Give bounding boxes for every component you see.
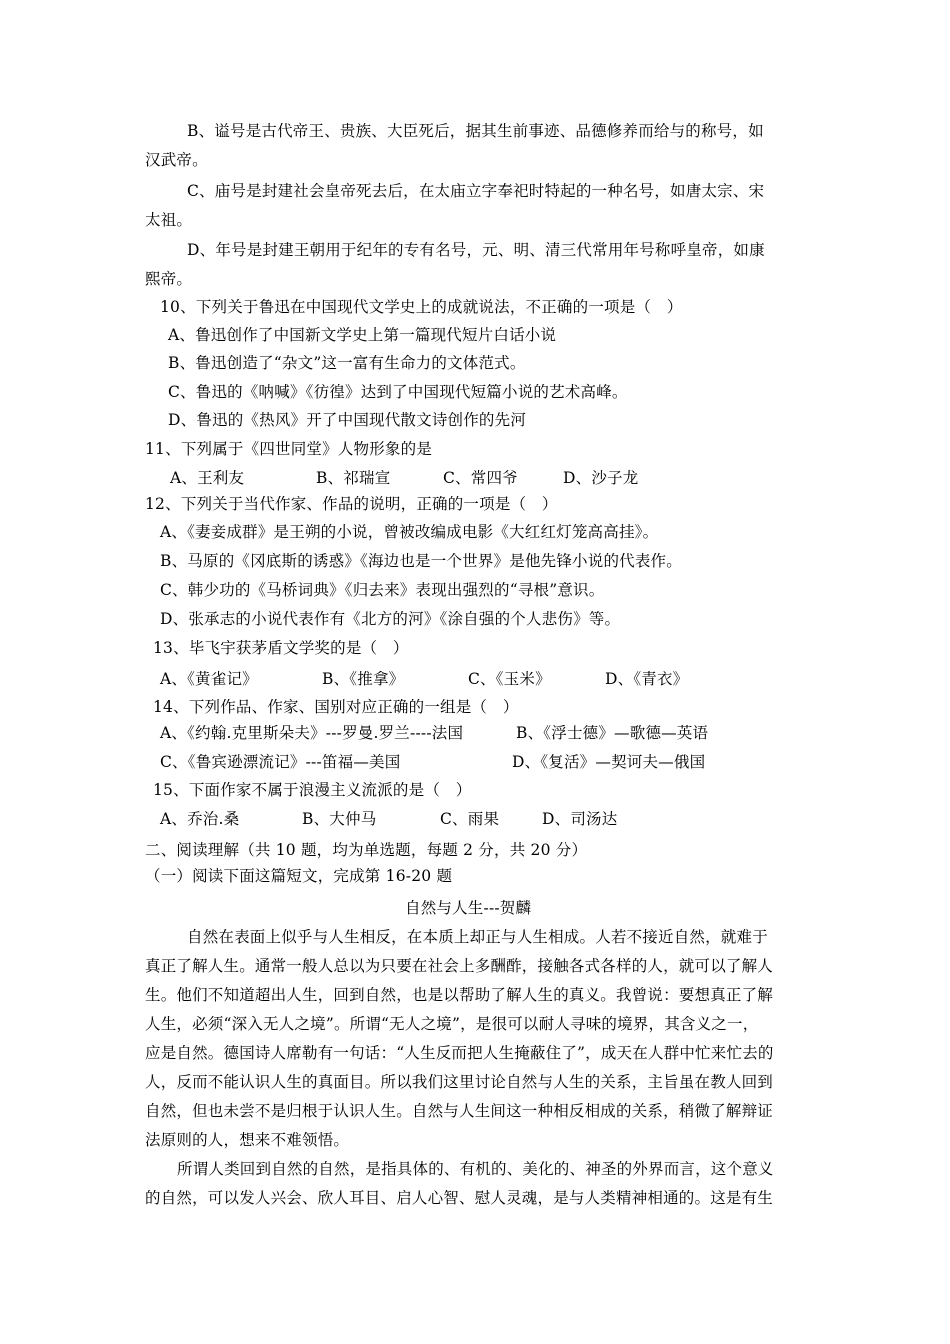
option: C、《鲁宾逊漂流记》---笛福—美国	[160, 753, 401, 771]
paragraph-line: 人生，必须“深入无人之境”。所谓“无人之境”，是很可以耐人寻味的境界，其含义之一，	[145, 1015, 759, 1033]
paragraph-line: 所谓人类回到自然的自然，是指具体的、有机的、美化的、神圣的外界而言，这个意义	[177, 1160, 774, 1178]
paragraph-line: 真正了解人生。通常一般人总以为只要在社会上多酬酢，接触各式各样的人，就可以了解人	[145, 957, 774, 975]
option: A、王利友	[170, 469, 245, 487]
option: A、《约翰.克里斯朵夫》---罗曼.罗兰----法国	[160, 724, 464, 742]
paragraph-line: 自然，但也未尝不是归根于认识人生。自然与人生间这一种相反相成的关系，稍微了解辩证	[145, 1102, 774, 1120]
option: A、《妻妾成群》是王朔的小说，曾被改编成电影《大红红灯笼高高挂》。	[160, 523, 659, 541]
line: C、庙号是封建社会皇帝死去后，在太庙立字奉祀时特起的一种名号，如唐太宗、宋	[187, 182, 765, 200]
question-11: 11、下列属于《四世同堂》人物形象的是	[145, 440, 433, 458]
option: D、司汤达	[542, 810, 618, 828]
option: D、《青衣》	[605, 670, 689, 688]
paragraph-line: 法原则的人，想来不难领悟。	[145, 1131, 350, 1149]
question-13: 13、毕飞宇获茅盾文学奖的是（ ）	[153, 639, 409, 657]
option: C、韩少功的《马桥词典》《归去来》表现出强烈的“寻根”意识。	[160, 581, 605, 599]
option: A、鲁迅创作了中国新文学史上第一篇现代短片白话小说	[168, 326, 557, 344]
paragraph-line: 人，反而不能认识人生的真面目。所以我们这里讨论自然与人生的关系，主旨虽在教人回到	[145, 1073, 774, 1091]
line: 太祖。	[145, 211, 193, 229]
option: C、《玉米》	[468, 670, 551, 688]
option: B、祁瑞宣	[316, 469, 391, 487]
section-heading: 二、阅读理解（共 10 题，均为单选题，每题 2 分，共 20 分）	[145, 841, 588, 859]
line: 汉武帝。	[145, 151, 208, 169]
question-14: 14、下列作品、作家、国别对应正确的一组是（ ）	[153, 698, 519, 716]
paragraph-line: 生。他们不知道超出人生，回到自然，也是以帮助了解人生的真义。我曾说：要想真正了解	[145, 986, 774, 1004]
question-12: 12、下列关于当代作家、作品的说明，正确的一项是（ ）	[145, 495, 558, 513]
line: B、谥号是古代帝王、贵族、大臣死后，据其生前事迹、品德修养而给与的称号，如	[187, 122, 764, 140]
option: A、《黄雀记》	[160, 670, 258, 688]
option: C、鲁迅的《呐喊》《彷徨》达到了中国现代短篇小说的艺术高峰。	[168, 383, 628, 401]
line: 熙帝。	[145, 270, 193, 288]
article-title: 自然与人生---贺麟	[405, 899, 532, 917]
option: D、沙子龙	[563, 469, 639, 487]
option: C、常四爷	[443, 469, 518, 487]
question-10: 10、下列关于鲁迅在中国现代文学史上的成就说法，不正确的一项是（ ）	[160, 298, 683, 316]
option: A、乔治.桑	[160, 810, 240, 828]
option: B、马原的《冈底斯的诱惑》《海边也是一个世界》是他先锋小说的代表作。	[160, 552, 682, 570]
option: C、雨果	[440, 810, 500, 828]
option: D、《复活》—契诃夫—俄国	[512, 753, 706, 771]
option: D、张承志的小说代表作有《北方的河》《涂自强的个人悲伤》等。	[160, 610, 621, 628]
option: B、鲁迅创造了“杂文”这一富有生命力的文体范式。	[168, 354, 526, 372]
section-subheading: （一）阅读下面这篇短文，完成第 16-20 题	[145, 867, 453, 885]
paragraph-line: 自然在表面上似乎与人生相反，在本质上却正与人生相成。人若不接近自然，就难于	[187, 928, 768, 946]
question-15: 15、下面作家不属于浪漫主义流派的是（ ）	[153, 781, 472, 799]
line: D、年号是封建王朝用于纪年的专有名号，元、明、清三代常用年号称呼皇帝，如康	[187, 241, 765, 259]
option: B、《浮士德》—歌德—英语	[516, 724, 709, 742]
option: B、《推拿》	[322, 670, 405, 688]
option: B、大仲马	[302, 810, 377, 828]
paragraph-line: 的自然，可以发人兴会、欣人耳目、启人心智、慰人灵魂，是与人类精神相通的。这是有生	[145, 1189, 774, 1207]
option: D、鲁迅的《热风》开了中国现代散文诗创作的先河	[168, 411, 527, 429]
paragraph-line: 应是自然。德国诗人席勒有一句话：“人生反而把人生掩蔽住了”，成天在人群中忙来忙去的	[145, 1044, 774, 1062]
